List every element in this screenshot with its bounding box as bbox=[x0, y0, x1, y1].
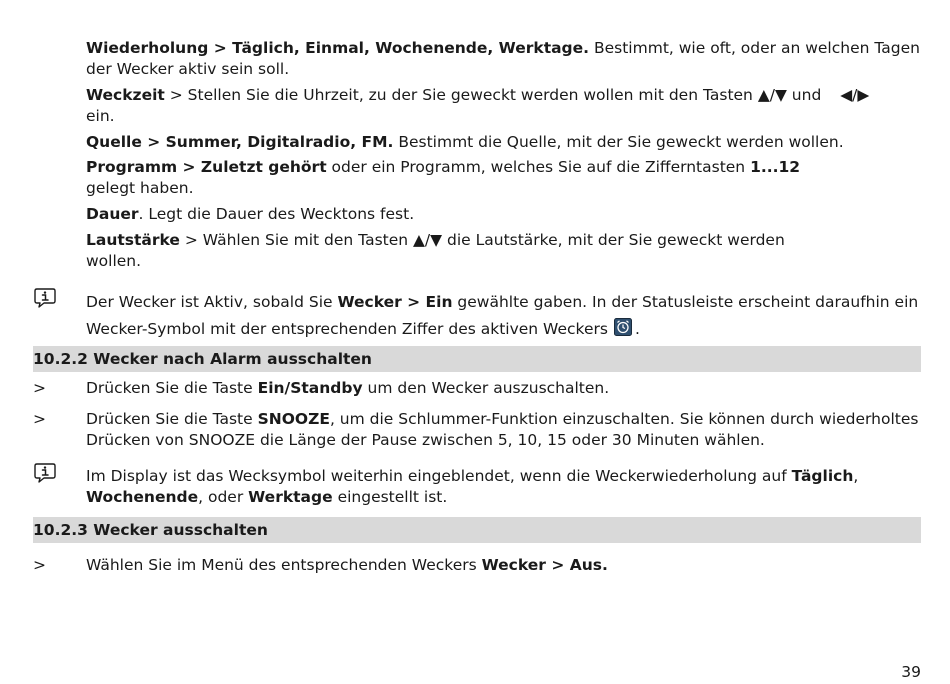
up-down-keys: ▲/▼ bbox=[757, 86, 787, 104]
setting-dauer-text: . Legt die Dauer des Wecktons fest. bbox=[138, 205, 415, 223]
step-snooze bbox=[86, 409, 922, 451]
step-key: Ein/Standby bbox=[257, 379, 363, 397]
note-sep: , oder bbox=[198, 488, 249, 506]
info-icon bbox=[33, 286, 57, 308]
page-number: 39 bbox=[901, 663, 921, 681]
up-down-keys: ▲/▼ bbox=[413, 231, 443, 249]
setting-lautstaerke-label: Lautstärke bbox=[86, 231, 180, 249]
step-wecker-aus bbox=[86, 555, 922, 576]
section-header-10-2-2 bbox=[33, 346, 921, 372]
setting-lautstaerke bbox=[86, 230, 922, 272]
step-text: Drücken Sie die Taste bbox=[86, 379, 258, 397]
setting-dauer-label: Dauer bbox=[86, 205, 139, 223]
step-text: Drücken Sie die Taste bbox=[86, 410, 258, 428]
setting-weckzeit bbox=[86, 85, 922, 127]
section-header-10-2-3 bbox=[33, 517, 921, 543]
setting-programm-keys: 1...12 bbox=[750, 158, 801, 176]
setting-quelle bbox=[86, 132, 922, 153]
setting-weckzeit-end: ein. bbox=[86, 107, 115, 125]
step-text: um den Wecker auszuschalten. bbox=[362, 379, 610, 397]
note-text: Im Display ist das Wecksymbol weiterhin eingeblendet, wenn die Weckerwiederholung auf bbox=[86, 467, 792, 485]
note-wecker-aktiv-bold: Wecker > Ein bbox=[337, 293, 453, 311]
setting-lautstaerke-end: wollen. bbox=[86, 252, 142, 270]
note-wecker-aktiv-post: gewählte gaben. In der Statusleiste erscheint daraufhin ein bbox=[452, 293, 919, 311]
note-bold: Wochenende bbox=[86, 488, 199, 506]
step-key: Wecker > Aus. bbox=[481, 556, 608, 574]
alarm-clock-icon bbox=[614, 318, 632, 336]
note-wecker-aktiv-pre: Der Wecker ist Aktiv, sobald Sie bbox=[86, 293, 338, 311]
setting-wiederholung-label: Wiederholung > Täglich, Einmal, Wochenende, Werktage. bbox=[86, 39, 590, 57]
note-wecker-aktiv-line2: Wecker-Symbol mit der entsprechenden Ziffer des aktiven Weckers bbox=[86, 320, 608, 338]
step-marker: > bbox=[33, 379, 46, 397]
note-wecker-aktiv bbox=[86, 289, 922, 343]
note-bold: Täglich bbox=[791, 467, 854, 485]
setting-wiederholung-text: Bestimmt, wie oft, oder an welchen Tagen der Wecker aktiv sein soll. bbox=[86, 39, 920, 78]
step-ein-standby bbox=[86, 378, 922, 399]
note-wecker-aktiv-end: . bbox=[634, 320, 640, 338]
setting-lautstaerke-text: > Wählen Sie mit den Tasten bbox=[179, 231, 414, 249]
section-title: 10.2.2 Wecker nach Alarm ausschalten bbox=[33, 350, 372, 368]
step-text: , um die Schlummer-Funktion einzuschalten. Sie können durch wiederholtes Drücken von SNOOZE die Länge der Pause zwischen 5, 10, 15 oder 30 Minuten wählen. bbox=[86, 410, 919, 449]
setting-programm-end: gelegt haben. bbox=[86, 179, 194, 197]
setting-programm-text: oder ein Programm, welches Sie auf die Zifferntasten bbox=[326, 158, 751, 176]
setting-programm-label: Programm > Zuletzt gehört bbox=[86, 158, 327, 176]
note-wecksymbol bbox=[86, 466, 922, 508]
setting-wiederholung bbox=[86, 38, 922, 80]
info-icon bbox=[33, 461, 57, 483]
section-title: 10.2.3 Wecker ausschalten bbox=[33, 521, 268, 539]
step-key: SNOOZE bbox=[257, 410, 330, 428]
setting-lautstaerke-text2: die Lautstärke, mit der Sie geweckt werden bbox=[442, 231, 785, 249]
left-right-keys: ◀/▶ bbox=[840, 86, 870, 104]
note-text: eingestellt ist. bbox=[332, 488, 448, 506]
setting-quelle-text: Bestimmt die Quelle, mit der Sie geweckt werden wollen. bbox=[393, 133, 844, 151]
setting-quelle-label: Quelle > Summer, Digitalradio, FM. bbox=[86, 133, 394, 151]
step-marker: > bbox=[33, 410, 46, 428]
setting-dauer bbox=[86, 204, 922, 225]
setting-programm bbox=[86, 157, 922, 199]
step-marker: > bbox=[33, 556, 46, 574]
setting-weckzeit-and: und bbox=[786, 86, 827, 104]
step-text: Wählen Sie im Menü des entsprechenden Weckers bbox=[86, 556, 482, 574]
setting-weckzeit-label: Weckzeit bbox=[86, 86, 165, 104]
note-bold: Werktage bbox=[248, 488, 333, 506]
setting-weckzeit-text: > Stellen Sie die Uhrzeit, zu der Sie geweckt werden wollen mit den Tasten bbox=[164, 86, 758, 104]
note-sep: , bbox=[853, 467, 859, 485]
